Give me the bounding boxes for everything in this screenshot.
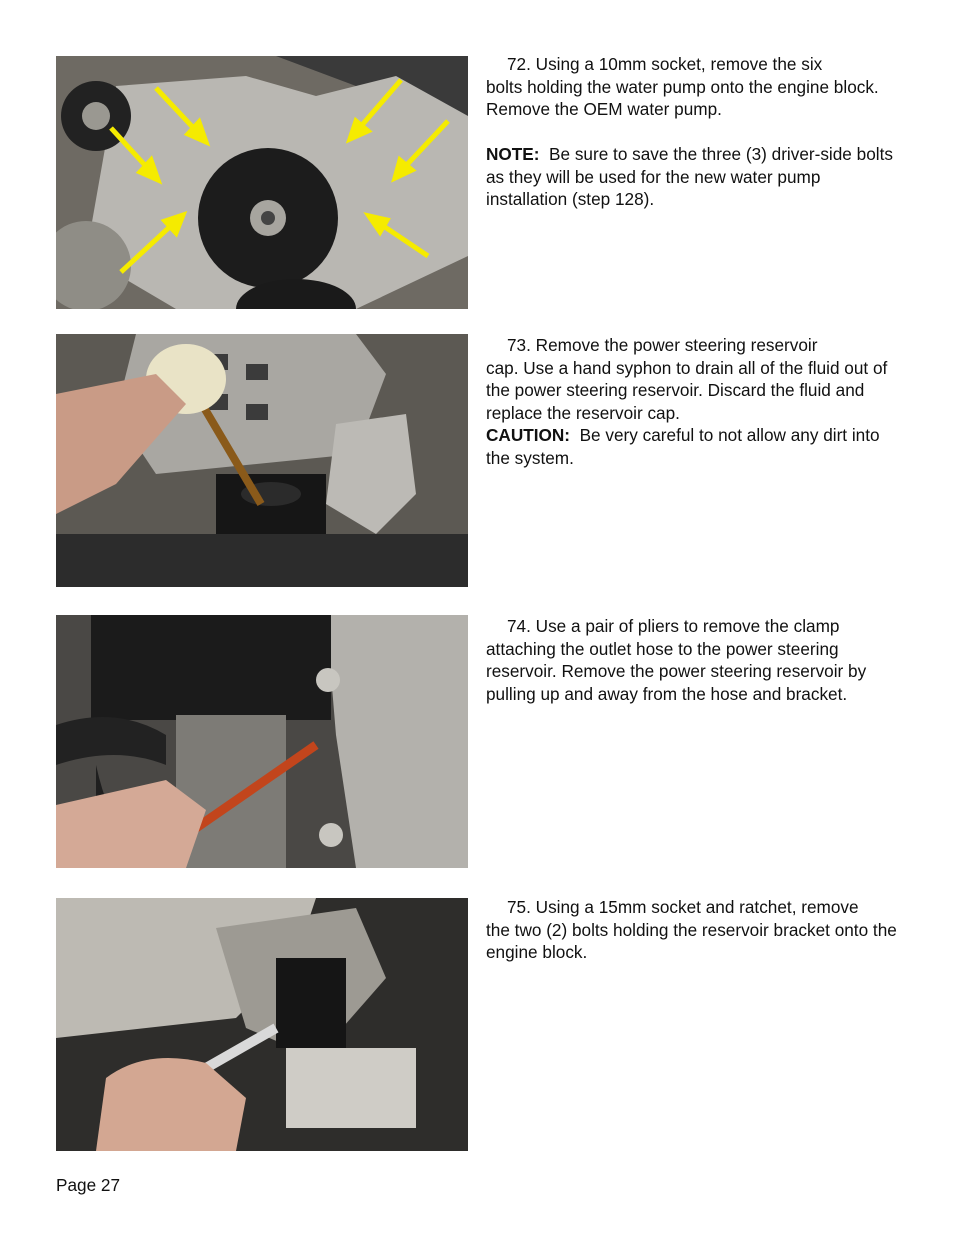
water-pump-image xyxy=(56,56,468,309)
step-75-body: the two (2) bolts holding the reservoir bracket onto the engine block. xyxy=(486,919,897,962)
step-72-lead: 72. Using a 10mm socket, remove the six xyxy=(507,54,823,74)
step-75-lead: 75. Using a 15mm socket and ratchet, remove xyxy=(507,897,859,917)
ratchet-image xyxy=(56,898,468,1151)
step-72-body: bolts holding the water pump onto the engine block. Remove the OEM water pump. xyxy=(486,76,879,119)
photo-water-pump xyxy=(56,56,468,309)
caution-label: CAUTION: xyxy=(486,425,571,445)
page-number: Page 27 xyxy=(56,1175,121,1195)
step-74-body: attaching the outlet hose to the power steering reservoir. Remove the power steering reservoir by pulling up and away from the hose and bracket. xyxy=(486,638,867,704)
step-72-note xyxy=(486,143,906,211)
note-text: Be sure to save the three (3) driver-side bolts as they will be used for the new water pump installation (step 128). xyxy=(486,144,893,209)
step-74-lead: 74. Use a pair of pliers to remove the clamp xyxy=(507,616,840,636)
step-73 xyxy=(486,334,906,469)
step-75 xyxy=(486,896,906,964)
photo-hose-clamp xyxy=(56,615,468,868)
step-73-lead: 73. Remove the power steering reservoir xyxy=(507,335,818,355)
photo-power-steering-drain xyxy=(56,334,468,587)
syphon-image xyxy=(56,334,468,587)
pliers-image xyxy=(56,615,468,868)
step-72 xyxy=(486,53,906,211)
step-74 xyxy=(486,615,906,705)
note-label: NOTE: xyxy=(486,144,540,164)
step-73-body: cap. Use a hand syphon to drain all of the fluid out of the power steering reservoir. Discard the fluid and replace the reservoir cap. xyxy=(486,357,888,423)
step-73-caution xyxy=(486,424,906,469)
caution-text: Be very careful to not allow any dirt into the system. xyxy=(486,425,880,468)
photo-reservoir-bracket xyxy=(56,898,468,1151)
